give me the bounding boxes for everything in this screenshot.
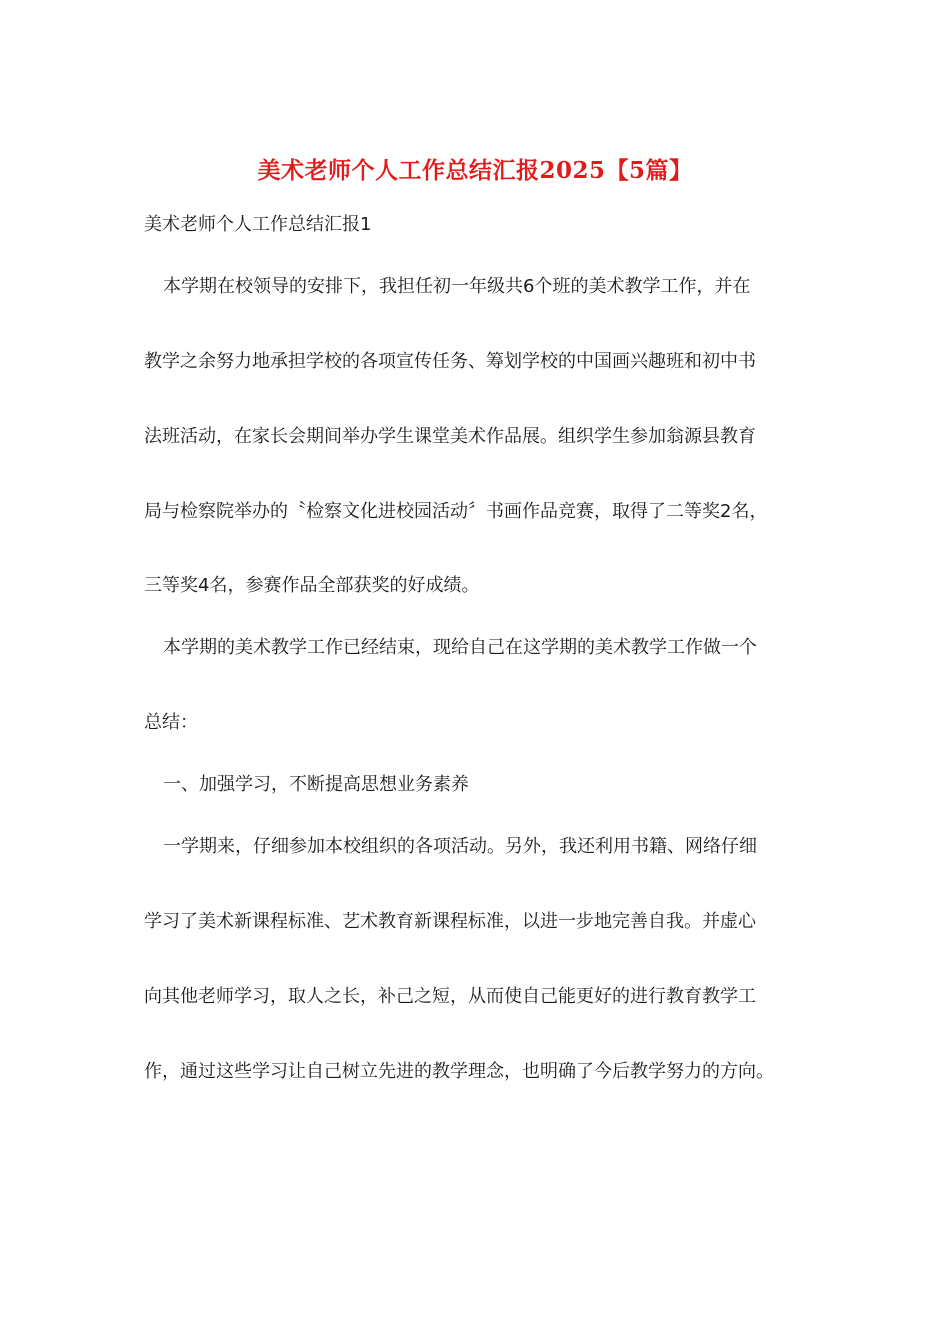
document-title: 美术老师个人工作总结汇报2025【5篇】 bbox=[257, 157, 693, 184]
paragraph-line: 学习了美术新课程标准、艺术教育新课程标准，以进一步地完善自我。并虚心 bbox=[144, 911, 756, 932]
paragraph-line: 三等奖4名，参赛作品全部获奖的好成绩。 bbox=[144, 575, 480, 596]
paragraph-line: 本学期的美术教学工作已经结束，现给自己在这学期的美术教学工作做一个 bbox=[163, 637, 757, 658]
paragraph-line: 本学期在校领导的安排下，我担任初一年级共6个班的美术教学工作，并在 bbox=[163, 276, 751, 297]
paragraph-line: 教学之余努力地承担学校的各项宣传任务、筹划学校的中国画兴趣班和初中书 bbox=[144, 351, 756, 372]
section-heading: 美术老师个人工作总结汇报1 bbox=[144, 214, 372, 235]
paragraph-line: 法班活动，在家长会期间举办学生课堂美术作品展。组织学生参加翁源县教育 bbox=[144, 426, 756, 447]
paragraph-line: 向其他老师学习，取人之长，补己之短，从而使自己能更好的进行教育教学工 bbox=[144, 986, 756, 1007]
section-subheading: 一、加强学习，不断提高思想业务素养 bbox=[163, 774, 469, 795]
paragraph-line: 作，通过这些学习让自己树立先进的教学理念，也明确了今后教学努力的方向。 bbox=[144, 1061, 774, 1082]
paragraph-line: 一学期来，仔细参加本校组织的各项活动。另外，我还利用书籍、网络仔细 bbox=[163, 836, 757, 857]
paragraph-line: 总结： bbox=[144, 712, 198, 733]
paragraph-line: 局与检察院举办的〝检察文化进校园活动〞书画作品竞赛，取得了二等奖2名， bbox=[144, 501, 768, 522]
